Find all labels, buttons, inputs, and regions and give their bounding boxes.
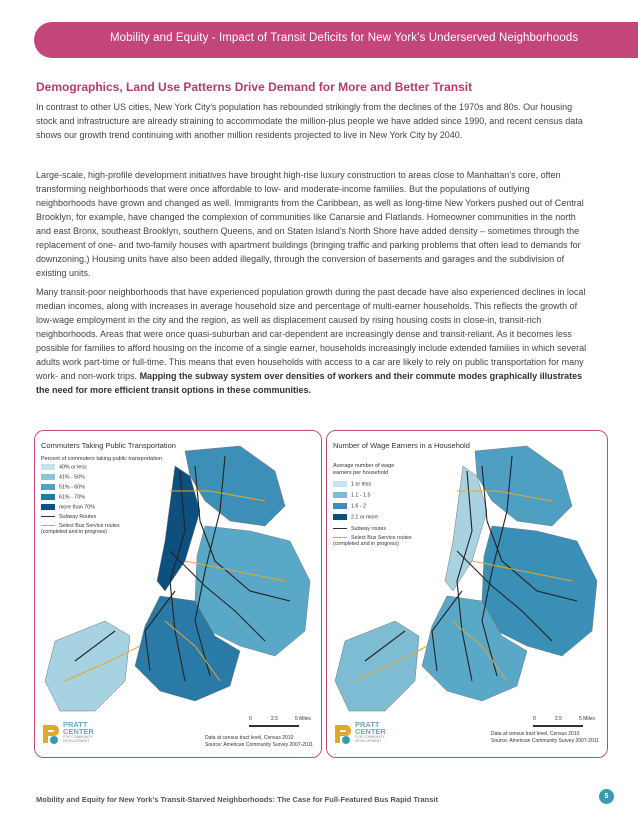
legend-swatch [333,481,347,487]
legend-item [41,514,96,521]
legend-label: 2.1 or more [351,514,379,521]
paragraph-1: In contrast to other US cities, New York City’s population has rebounded strikingly from the declines of the 1970s and 80s. Our housing stock and infrastructure are already straining to accommodate the million-plus people we have added since 1990, and recent census data shows our growth trend continuing with another million residents projected to live in New York City by 2040. [36,102,583,140]
logo-mark-icon [41,723,61,745]
map-commuters-title: Commuters Taking Public Transportation [41,441,176,450]
legend-label: 1 or less [351,481,372,488]
bus-line-swatch [333,537,347,538]
legend-label: Subway Routes [59,514,97,520]
legend-item [333,535,413,547]
legend-item [333,514,378,521]
paragraph-3-bold: Mapping the subway system over densities of workers and their commute modes graphically illustrates the need for more efficient transit options in these communities. [36,371,583,395]
legend-label: more than 70% [59,504,95,511]
source-line-2: Source: American Community Survey 2007-2011 [205,741,314,748]
scale-mid: 2.5 [555,716,562,722]
legend-label: 1.1 - 1.5 [351,492,371,499]
legend-item [41,464,87,471]
legend-label: 41% - 50% [59,474,85,481]
legend-item [41,474,85,481]
legend-item [41,504,95,511]
map-wage-earners-graphic [327,431,607,757]
legend-item [333,492,370,499]
pratt-logo [333,721,403,747]
legend-item [333,481,371,488]
legend-swatch [333,514,347,520]
logo-subtitle: FOR COMMUNITY DEVELOPMENT [355,735,385,743]
paragraph-2: Large-scale, high-profile development initiatives have brought high-rise luxury construction to areas close to Manhattan’s core, often transforming neighborhoods that were once affordable to low- and moderate-income families. But the populations of outlying neighborhoods have grown and changed as well. Immigrants from the Caribbean, as well as long-time New Yorkers pushed out of Central Brooklyn, for example, have changed the complexion of communities like Canarsie and Flatlands. Homeowner communities in the north and east Bronx, southeast Brooklyn, southern Queens, and on Staten Island’s North Shore have added density – sometimes through the replacement of one- and two-family houses with apartment buildings (bringing traffic and parking problems that often lead to demands for downzoning.) Housing units have also been added illegally, through the conversion of basements and garages and the subdivision of existing units. [36,170,584,278]
map-wage-earners-legend-title: Average number of wage earners per household [333,463,395,476]
bus-line-swatch [41,525,55,526]
legend-swatch [41,474,55,480]
legend-label: 40% or less [59,464,87,471]
legend-item [41,484,85,491]
scale-line [249,725,299,727]
map-commuters-legend-title: Percent of commuters taking public transportation [41,456,163,462]
legend-item [41,523,121,535]
legend-label: Select Bus Service routes (completed and in progress) [41,523,120,535]
logo-name: PRATT CENTER [63,720,94,736]
source-line-1: Data at census tract level, Census 2010 [205,735,294,741]
legend-swatch [333,492,347,498]
legend-label: 61% - 70% [59,494,85,501]
map-commuters-source [205,735,313,748]
logo-name: PRATT CENTER [355,720,386,736]
source-line-2: Source: American Community Survey 2007-2011 [491,737,600,744]
scale-end: 5 Miles [579,716,595,722]
source-line-1: Data at census tract level, Census 2010 [491,731,580,737]
paragraph-3 [36,285,588,397]
legend-label: Subway routes [351,526,387,532]
legend-swatch [333,503,347,509]
legend-swatch [41,494,55,500]
scale-line [533,725,583,727]
legend-item [41,494,85,501]
page-number: 5 [599,789,614,804]
scale-mid: 2.5 [271,716,278,722]
subway-line-swatch [333,528,347,529]
logo-mark-icon [333,723,353,745]
scale-zero: 0 [249,716,252,722]
legend-item [333,526,386,533]
footer-text: Mobility and Equity for New York’s Transit-Starved Neighborhoods: The Case for Full-Featured Bus Rapid Transit [36,795,438,804]
legend-label: Select Bus Service routes (completed and in progress) [333,535,412,547]
map-panel-wage-earners [326,430,608,758]
section-heading: Demographics, Land Use Patterns Drive Demand for More and Better Transit [36,80,473,94]
legend-label: 1.6 - 2 [351,503,367,510]
legend-swatch [41,464,55,470]
scale-end: 5 Miles [295,716,311,722]
legend-label: 51% - 60% [59,484,85,491]
paragraph-3-text: Many transit-poor neighborhoods that have experienced population growth during the past decade have also experienced declines in local median incomes, along with increases in average household size and percentage of multi-earner households. This reflects the growth of low-wage employment in the city and the region, as well as displacement caused by rising housing costs in close-in, transit-rich neighborhoods. Areas that were once quasi-suburban and car-dependent are increasingly dense and transit-reliant. As it becomes less possible for families to afford housing on the income of a single earner, households increasingly include extended families in which several adults work part-time or full-time. This means that even households with access to a car are likely to rely on public transportation for many work- and non-work trips. [36,287,587,381]
scale-zero: 0 [533,716,536,722]
header-title: Mobility and Equity - Impact of Transit Deficits for New York’s Underserved Neighborhoods [110,32,579,44]
pratt-logo [41,721,111,747]
legend-swatch [41,504,55,510]
map-panel-commuters [34,430,322,758]
logo-subtitle: FOR COMMUNITY DEVELOPMENT [63,735,93,743]
map-wage-earners-title: Number of Wage Earners in a Household [333,441,470,450]
legend-item [333,503,366,510]
map-wage-earners-source [491,731,599,744]
subway-line-swatch [41,516,55,517]
legend-swatch [41,484,55,490]
